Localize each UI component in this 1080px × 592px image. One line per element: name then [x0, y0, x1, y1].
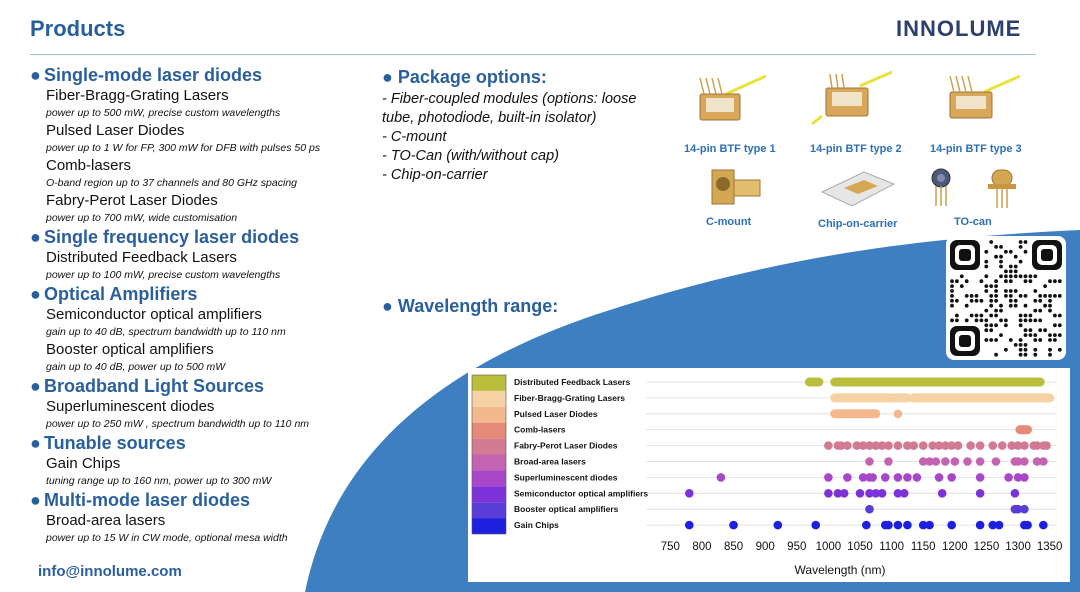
legend-swatch — [472, 455, 506, 471]
data-point — [925, 521, 934, 530]
data-point — [935, 473, 944, 482]
product-name: Distributed Feedback Lasers — [46, 249, 237, 266]
product-name: Superluminescent diodes — [46, 398, 215, 415]
data-point — [903, 473, 912, 482]
contact-email[interactable]: info@innolume.com — [38, 563, 182, 580]
product-description: power up to 250 mW , spectrum bandwidth up to 110 nm — [46, 418, 310, 430]
legend-label: Comb-lasers — [514, 424, 566, 435]
product-name: Comb-lasers — [46, 157, 132, 174]
data-point — [894, 521, 903, 530]
data-point — [941, 457, 950, 466]
section-heading: ● Optical Amplifiers — [30, 284, 198, 304]
product-description: O-band region up to 37 channels and 80 GHz spacing — [46, 177, 298, 189]
data-point — [884, 441, 893, 450]
data-point — [824, 473, 833, 482]
product-description: power up to 100 mW, precise custom wavelengths — [46, 269, 281, 281]
legend-label: Superluminescent diodes — [514, 472, 618, 483]
data-point — [976, 521, 985, 530]
x-tick-label: 900 — [755, 541, 775, 553]
x-tick-label: 950 — [787, 541, 807, 553]
data-point — [1039, 457, 1048, 466]
package-line: - Chip-on-carrier — [382, 167, 488, 183]
legend-swatch — [472, 518, 506, 534]
data-point — [900, 489, 909, 498]
x-tick-label: 1100 — [879, 541, 904, 553]
data-point — [717, 473, 726, 482]
data-point — [976, 441, 985, 450]
data-point — [932, 457, 941, 466]
data-point — [963, 457, 972, 466]
data-point — [862, 521, 871, 530]
data-point — [894, 410, 903, 419]
data-point — [919, 441, 928, 450]
legend-swatch — [472, 423, 506, 439]
section-heading: ● Single frequency laser diodes — [30, 227, 300, 247]
legend-label: Semiconductor optical amplifiers — [514, 488, 649, 499]
product-name: Fiber-Bragg-Grating Lasers — [46, 87, 229, 104]
data-point — [992, 457, 1001, 466]
legend-swatch — [472, 470, 506, 486]
package-line: tube, photodiode, built-in isolator) — [382, 110, 597, 126]
product-description: power up to 500 mW, precise custom wavelengths — [46, 107, 281, 119]
x-axis-label: Wavelength (nm) — [794, 563, 886, 577]
legend-label: Fabry-Perot Laser Diodes — [514, 440, 618, 451]
data-point — [868, 473, 877, 482]
data-point — [856, 489, 865, 498]
package-label: 14-pin BTF type 1 — [684, 143, 776, 155]
data-point — [913, 473, 922, 482]
data-point — [811, 521, 820, 530]
data-point — [998, 441, 1007, 450]
section-heading: ● Single-mode laser diodes — [30, 65, 263, 85]
product-name: Semiconductor optical amplifiers — [46, 306, 262, 323]
data-point — [938, 489, 947, 498]
product-name: Pulsed Laser Diodes — [46, 122, 185, 139]
product-description: power up to 15 W in CW mode, optional mesa width — [46, 532, 288, 544]
butterfly-module-icon — [686, 72, 766, 132]
section-heading: ● Multi-mode laser diodes — [30, 490, 251, 510]
qr-code[interactable] — [946, 236, 1066, 360]
data-point — [903, 521, 912, 530]
data-point — [840, 489, 849, 498]
legend-swatch — [472, 407, 506, 423]
product-name: Fabry-Perot Laser Diodes — [46, 192, 218, 209]
product-description: gain up to 40 dB, spectrum bandwidth up to 110 nm — [46, 326, 286, 338]
package-options-heading: ● Package options: — [382, 67, 547, 87]
legend-label: Distributed Feedback Lasers — [514, 377, 631, 387]
chip-on-carrier-icon — [818, 162, 898, 212]
data-point — [685, 521, 694, 530]
product-name: Booster optical amplifiers — [46, 341, 214, 358]
x-tick-label: 1250 — [973, 541, 1000, 553]
package-line: - C-mount — [382, 129, 447, 145]
product-name: Broad-area lasers — [46, 512, 166, 529]
butterfly-module-icon — [940, 68, 1020, 128]
data-point — [843, 473, 852, 482]
data-point — [685, 489, 694, 498]
package-line: - TO-Can (with/without cap) — [382, 148, 560, 164]
to-can-icon — [984, 166, 1020, 210]
legend-label: Gain Chips — [514, 520, 559, 531]
package-options — [382, 66, 682, 185]
legend-swatch — [472, 391, 506, 407]
package-label: 14-pin BTF type 2 — [810, 143, 902, 155]
data-point — [988, 441, 997, 450]
to-can-icon — [926, 168, 956, 208]
data-point — [1020, 457, 1029, 466]
data-point — [976, 457, 985, 466]
legend-swatch — [472, 375, 506, 391]
data-point — [954, 441, 963, 450]
data-point — [894, 441, 903, 450]
data-point — [774, 521, 783, 530]
x-tick-label: 750 — [660, 541, 680, 553]
data-point — [976, 473, 985, 482]
product-list — [30, 64, 350, 546]
page-title: Products — [30, 16, 126, 41]
x-tick-label: 1000 — [815, 541, 842, 553]
x-tick-label: 1150 — [910, 541, 936, 553]
section-heading: ● Broadband Light Sources — [30, 376, 265, 396]
wavelength-chart — [468, 368, 1070, 582]
data-point — [1020, 473, 1029, 482]
package-label: 14-pin BTF type 3 — [930, 143, 1022, 155]
package-label: Chip-on-carrier — [818, 218, 898, 230]
data-point — [843, 441, 852, 450]
data-point — [881, 473, 890, 482]
data-point — [824, 441, 833, 450]
data-point — [1039, 521, 1048, 530]
wavelength-chart-svg — [468, 368, 1070, 582]
data-point — [865, 457, 874, 466]
legend-swatch — [472, 486, 506, 502]
c-mount-icon — [706, 162, 766, 212]
butterfly-module-icon — [812, 66, 892, 126]
data-point — [894, 473, 903, 482]
legend-swatch — [472, 439, 506, 455]
x-tick-label: 1350 — [1036, 541, 1063, 553]
data-point — [878, 489, 887, 498]
data-point — [947, 521, 956, 530]
x-tick-label: 1300 — [1005, 541, 1031, 553]
x-tick-label: 1200 — [942, 541, 968, 553]
package-label: C-mount — [706, 216, 752, 228]
data-point — [1004, 473, 1013, 482]
x-tick-label: 1050 — [847, 541, 873, 553]
data-point — [947, 473, 956, 482]
product-description: tuning range up to 160 nm, power up to 300 mW — [46, 475, 272, 487]
package-line: - Fiber-coupled modules (options: loose — [382, 91, 637, 107]
package-label: TO-can — [954, 216, 992, 228]
legend-label: Pulsed Laser Diodes — [514, 408, 598, 419]
data-point — [1011, 489, 1020, 498]
data-point — [951, 457, 960, 466]
data-point — [729, 521, 738, 530]
wavelength-heading: ● Wavelength range: — [382, 296, 559, 316]
data-point — [966, 441, 975, 450]
x-tick-label: 850 — [723, 541, 744, 553]
legend-swatch — [472, 502, 506, 518]
product-name: Gain Chips — [46, 455, 121, 472]
data-point — [865, 505, 874, 514]
data-point — [1023, 521, 1032, 530]
data-point — [1020, 505, 1029, 514]
data-point — [909, 441, 918, 450]
section-heading: ● Tunable sources — [30, 433, 186, 453]
product-description: power up to 1 W for FP, 300 mW for DFB with pulses 50 ps — [46, 142, 321, 154]
data-point — [1042, 441, 1051, 450]
data-point — [976, 489, 985, 498]
data-point — [884, 457, 893, 466]
product-description: power up to 700 mW, wide customisation — [46, 212, 238, 224]
data-point — [884, 521, 893, 530]
legend-label: Broad-area lasers — [514, 456, 586, 467]
data-point — [1020, 441, 1029, 450]
data-point — [995, 521, 1004, 530]
legend-label: Booster optical amplifiers — [514, 504, 619, 515]
legend-label: Fiber-Bragg-Grating Lasers — [514, 392, 625, 403]
qr-code-icon — [946, 236, 1066, 360]
data-point — [824, 489, 833, 498]
logo-text: INNOLUME — [896, 16, 1022, 40]
product-description: gain up to 40 dB, power up to 500 mW — [46, 361, 226, 373]
x-tick-label: 800 — [692, 541, 712, 553]
